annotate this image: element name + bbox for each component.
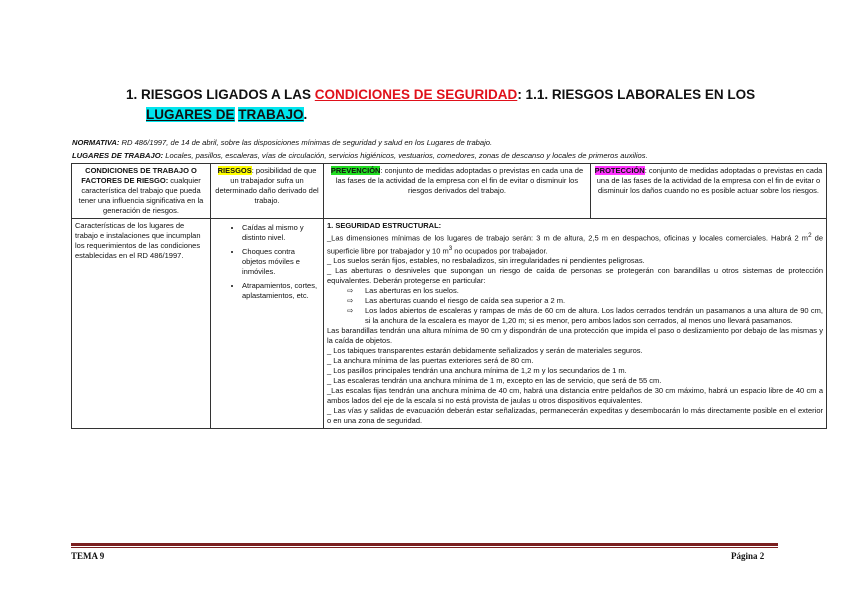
risk-table [71, 163, 827, 429]
bullet-text: Los lados abiertos de escaleras y rampas de más de 60 cm de altura. Los lados cerrados tendrán un pasamanos a una altura de 90 cm, si la anchura de la escalera es mayor de 1,20 m; si es menor, pero ambos lados son cerrados, al menos uno llevará pasamanos. [365, 306, 823, 325]
lugares-line [72, 151, 648, 160]
paragraph-pasillos: _ Los pasillos principales tendrán una anchura mínima de 1,2 m y los secundarios de 1 m. [327, 366, 627, 375]
header-prevencion-text: : conjunto de medidas adoptadas o previstas en cada una de las fases de la actividad de la empresa con el fin de evitar o disminuir los riesgos derivados del trabajo. [335, 166, 584, 195]
riesgos-list [214, 223, 320, 301]
header-condiciones-text: cualquier característica del trabajo que pueda tener una influencia significativa en la generación de riesgos. [78, 176, 204, 215]
cell-prevencion [324, 219, 827, 429]
footer-page-number: Página 2 [731, 551, 765, 561]
normativa-text: RD 486/1997, de 14 de abril, sobre las disposiciones mínimas de seguridad y salud en los Lugares de trabajo. [119, 138, 493, 147]
table-row [72, 219, 827, 429]
footer-rule-thin [71, 547, 778, 548]
header-prevencion-tag: PREVENCIÓN [330, 166, 381, 175]
cell-riesgos [211, 219, 324, 429]
sup-m3: 3 [448, 244, 453, 252]
aberturas-list [327, 286, 823, 326]
arrow-right-icon: ⇨ [347, 296, 354, 305]
paragraph-barandillas: Las barandillas tendrán una altura mínima de 90 cm y dispondrán de una protección que impida el paso o deslizamiento por debajo de las mismas y la caída de objetos. [327, 326, 823, 345]
header-proteccion [591, 164, 827, 219]
paragraph-escalas: _Las escalas fijas tendrán una anchura mínima de 40 cm, habrá una distancia entre peldaños de 30 cm máximo, habrá un espacio libre de 40 cm a ambos lados del eje de la escala si no está provista de jaulas u otros dispositivos equivalentes. [327, 386, 823, 405]
paragraph-tabiques: _ Los tabiques transparentes estarán debidamente señalizados y serán de materiales seguros. [327, 346, 643, 355]
paragraph-aberturas: _ Las aberturas o desniveles que supongan un riesgo de caída de personas se protegerán con barandillas u otros sistemas de protección equivalentes. Deberán protegerse en particular: [327, 266, 823, 285]
header-riesgos-text: : posibilidad de que un trabajador sufra un determinado daño derivado del trabajo. [215, 166, 319, 205]
list-item [347, 286, 823, 296]
footer-rule-thick [71, 543, 778, 546]
heading-suffix: . [303, 107, 308, 122]
p1c-text: no ocupados por trabajador. [452, 246, 548, 255]
section-heading [126, 85, 776, 125]
heading-prefix: 1. RIESGOS LIGADOS A LAS [126, 87, 315, 102]
p1a-text: _Las dimensiones mínimas de los lugares de trabajo serán: 3 m de altura, 2,5 m en despachos, oficinas y locales comerciales. Habrá 2 m [327, 233, 809, 243]
p1b-text: de superficie libre por trabajador y 10 m [327, 233, 823, 255]
header-riesgos-tag: RIESGOS [217, 166, 252, 175]
sup-m2: 2 [808, 232, 812, 239]
paragraph-suelos: _ Los suelos serán fijos, estables, no resbaladizos, sin irregularidades ni pendientes peligrosas. [327, 256, 645, 265]
header-proteccion-tag: PROTECCIÓN [594, 166, 645, 175]
heading-middle: : 1.1. RIESGOS LABORALES EN LOS [517, 87, 756, 102]
paragraph-dimensiones [327, 231, 823, 256]
footer-tema: TEMA 9 [71, 551, 105, 561]
condiciones-text: Características de los lugares de trabajo e instalaciones que incumplan los requerimientos de las condiciones establecidas en el RD 486/1997. [75, 221, 201, 260]
paragraph-evacuacion: _ Las vías y salidas de evacuación deberán estar señalizadas, permanecerán expeditas y desembocarán lo más directamente posible en el exterior o en una zona de seguridad. [327, 406, 823, 425]
table-header-row [72, 164, 827, 219]
header-proteccion-text: : conjunto de medidas adoptadas o previstas en cada una de las fases de la actividad de la empresa con el fin de evitar o disminuir los daños cuando no es posible actuar sobre los riesgos. [596, 166, 823, 195]
riesgo-item: • Atrapamientos, cortes, aplastamientos, etc. [242, 281, 320, 301]
cell-condiciones [72, 219, 211, 429]
header-condiciones [72, 164, 211, 219]
paragraph-escaleras: _ Las escaleras tendrán una anchura mínima de 1 m, excepto en las de servicio, que será de 55 cm. [327, 376, 662, 385]
normativa-line [72, 138, 492, 147]
lugares-label: LUGARES DE TRABAJO: [72, 151, 164, 160]
lugares-text: Locales, pasillos, escaleras, vías de circulación, servicios higiénicos, vestuarios, comedores, zonas de descanso y locales de primeros auxilios. [163, 151, 648, 160]
paragraph-puertas: _ La anchura mínima de las puertas exteriores será de 80 cm. [327, 356, 534, 365]
bullet-text: Las aberturas cuando el riesgo de caída sea superior a 2 m. [365, 296, 566, 305]
bullet-text: Las aberturas en los suelos. [365, 286, 459, 295]
list-item [347, 296, 823, 306]
heading-highlight-trabajo: TRABAJO [238, 107, 304, 122]
arrow-right-icon: ⇨ [347, 306, 354, 315]
list-item [347, 306, 823, 326]
header-riesgos [211, 164, 324, 219]
heading-highlight-lugares: LUGARES DE [146, 107, 235, 122]
riesgo-item: • Choques contra objetos móviles e inmóviles. [242, 247, 320, 277]
normativa-label: NORMATIVA: [72, 138, 120, 147]
heading-highlight-condiciones: CONDICIONES DE SEGURIDAD [314, 87, 518, 102]
arrow-right-icon: ⇨ [347, 286, 354, 295]
header-condiciones-title: CONDICIONES DE TRABAJO O FACTORES DE RIESGO: [81, 166, 197, 185]
section-title: 1. SEGURIDAD ESTRUCTURAL: [327, 221, 442, 230]
header-prevencion [324, 164, 591, 219]
riesgo-item: • Caídas al mismo y distinto nivel. [242, 223, 320, 243]
